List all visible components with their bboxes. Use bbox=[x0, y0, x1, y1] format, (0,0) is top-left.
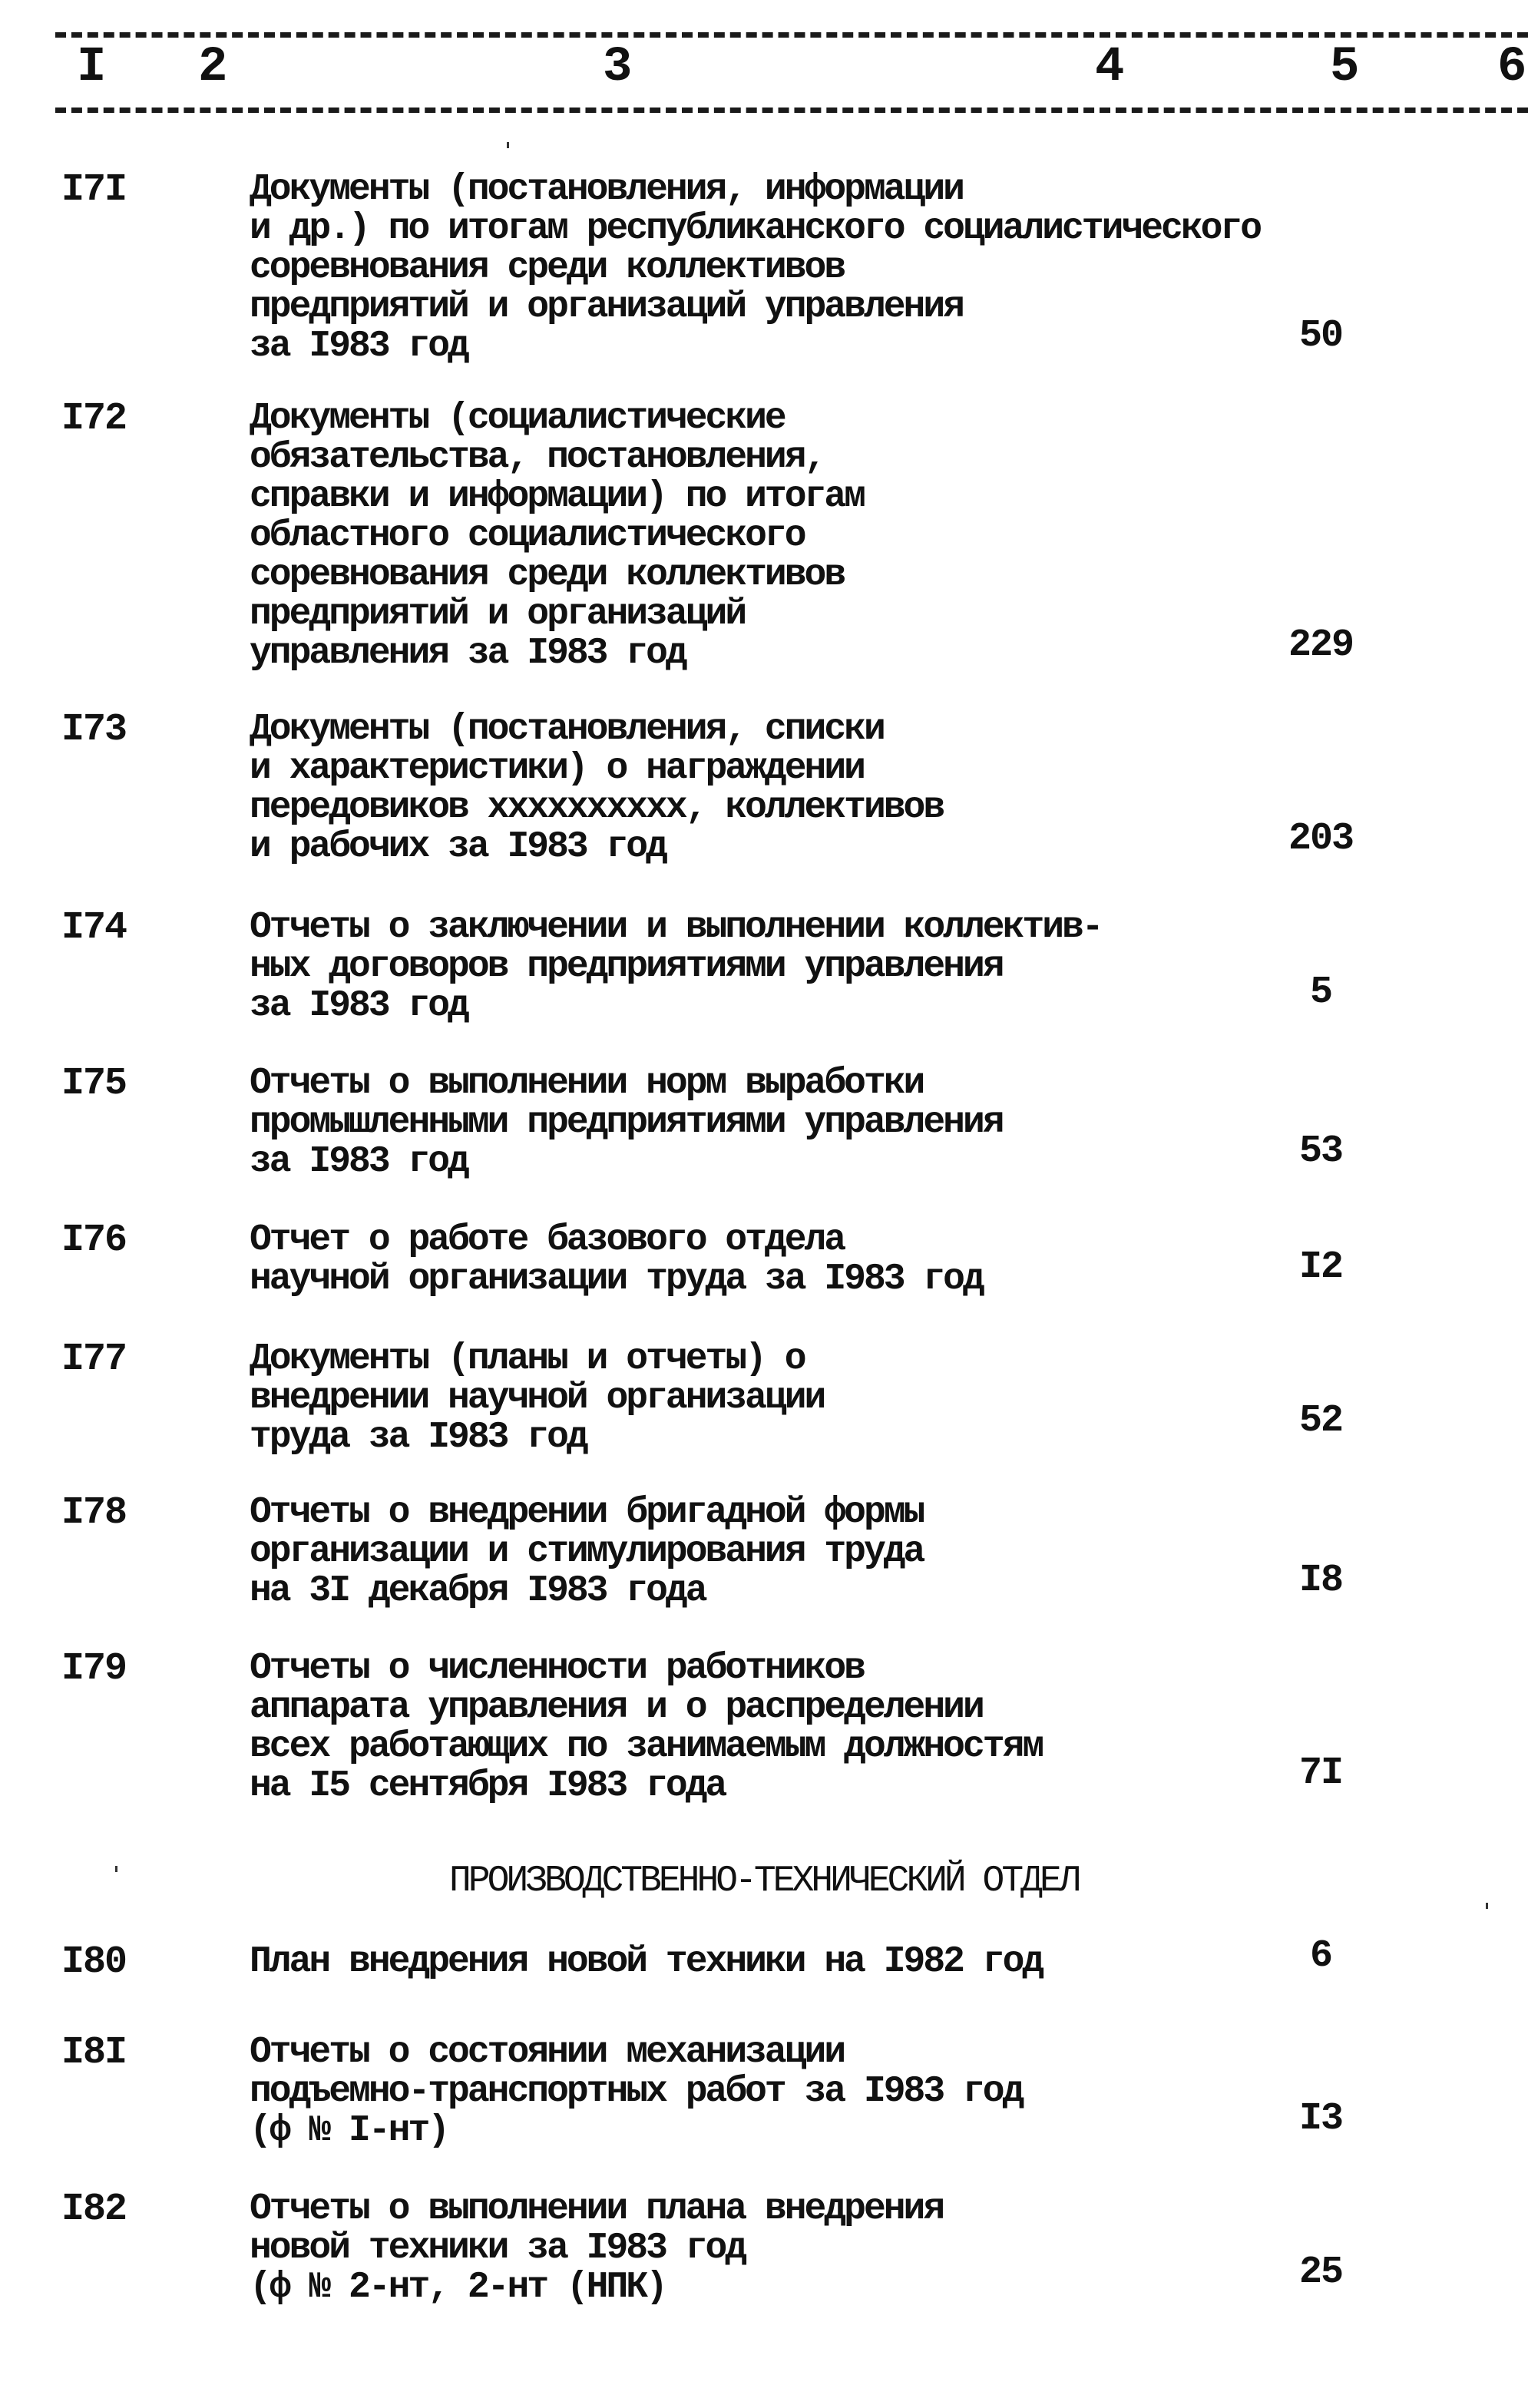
entry-sheet-count: 203 bbox=[1288, 817, 1353, 861]
entry-number: I78 bbox=[61, 1491, 127, 1535]
entry-title: Отчеты о численности работников аппарата управления и о распределении всех работающих по занимаемым должностям на I5 сентября I983 года bbox=[250, 1648, 1043, 1807]
entry-sheet-count: 229 bbox=[1288, 624, 1353, 667]
entry-sheet-count: 6 bbox=[1309, 1934, 1331, 1978]
entry-number: I79 bbox=[61, 1647, 127, 1691]
entry-title: Отчет о работе базового отдела научной организации труда за I983 год bbox=[250, 1219, 983, 1300]
entry-number: I74 bbox=[61, 906, 127, 950]
entry-sheet-count: 50 bbox=[1298, 314, 1342, 358]
entry-sheet-count: I2 bbox=[1298, 1245, 1342, 1289]
header-top-rule bbox=[55, 32, 1528, 38]
entry-number: I80 bbox=[61, 1940, 127, 1984]
entry-number: I8I bbox=[61, 2031, 127, 2075]
entry-sheet-count: 53 bbox=[1298, 1130, 1342, 1173]
section-heading: ПРОИЗВОДСТВЕННО-ТЕХНИЧЕСКИЙ ОТДЕЛ bbox=[449, 1861, 1078, 1902]
column-header-1: I bbox=[77, 40, 107, 95]
entry-number: I72 bbox=[61, 397, 127, 441]
entry-number: I73 bbox=[61, 708, 127, 752]
entry-sheet-count: 25 bbox=[1298, 2251, 1342, 2294]
entry-sheet-count: I8 bbox=[1298, 1559, 1342, 1603]
entry-sheet-count: 52 bbox=[1298, 1399, 1342, 1443]
scan-speck bbox=[1486, 1903, 1488, 1909]
column-header-4: 4 bbox=[1095, 40, 1125, 95]
column-header-6: 6 bbox=[1497, 40, 1527, 95]
scan-speck bbox=[115, 1866, 117, 1872]
entry-sheet-count: 7I bbox=[1298, 1751, 1342, 1795]
header-bottom-rule bbox=[55, 108, 1528, 113]
entry-title: Отчеты о заключении и выполнении коллектив- ных договоров предприятиями управления за I983 год bbox=[250, 907, 1102, 1027]
entry-number: I76 bbox=[61, 1219, 127, 1262]
entry-sheet-count: 5 bbox=[1309, 971, 1331, 1014]
column-header-5: 5 bbox=[1330, 40, 1360, 95]
entry-title: Документы (социалистические обязательства, постановления, справки и информации) по итогам областного социалистического соревнования среди коллективов предприятий и организаций управления за I983 год bbox=[250, 398, 864, 674]
entry-title: Отчеты о выполнении плана внедрения новой техники за I983 год (ф № 2-нт, 2-нт (НПК) bbox=[250, 2188, 944, 2308]
entry-title: Документы (постановления, списки и характеристики) о награждении передовиков xxxxxxxxxx, коллективов и рабочих за I983 год bbox=[250, 709, 944, 868]
entry-title: Отчеты о состоянии механизации подъемно-транспортных работ за I983 год (ф № I-нт) bbox=[250, 2032, 1023, 2152]
entry-title: Отчеты о внедрении бригадной формы организации и стимулирования труда на 3I декабря I983 года bbox=[250, 1492, 924, 1612]
scan-speck bbox=[507, 142, 509, 148]
entry-title: План внедрения новой техники на I982 год bbox=[250, 1941, 1043, 1983]
entry-title: Отчеты о выполнении норм выработки промышленными предприятиями управления за I983 год bbox=[250, 1063, 1003, 1182]
entry-number: I75 bbox=[61, 1062, 127, 1106]
entry-title: Документы (постановления, информации и др.) по итогам республиканского социалистического соревнования среди коллективов предприятий и организаций управления за I983 год bbox=[250, 169, 1261, 367]
entry-sheet-count: I3 bbox=[1298, 2097, 1342, 2141]
column-header-3: 3 bbox=[603, 40, 633, 95]
entry-number: I7I bbox=[61, 168, 127, 212]
entry-number: I82 bbox=[61, 2188, 127, 2231]
column-header-2: 2 bbox=[198, 40, 228, 95]
entry-title: Документы (планы и отчеты) о внедрении научной организации труда за I983 год bbox=[250, 1338, 825, 1458]
entry-number: I77 bbox=[61, 1338, 127, 1381]
